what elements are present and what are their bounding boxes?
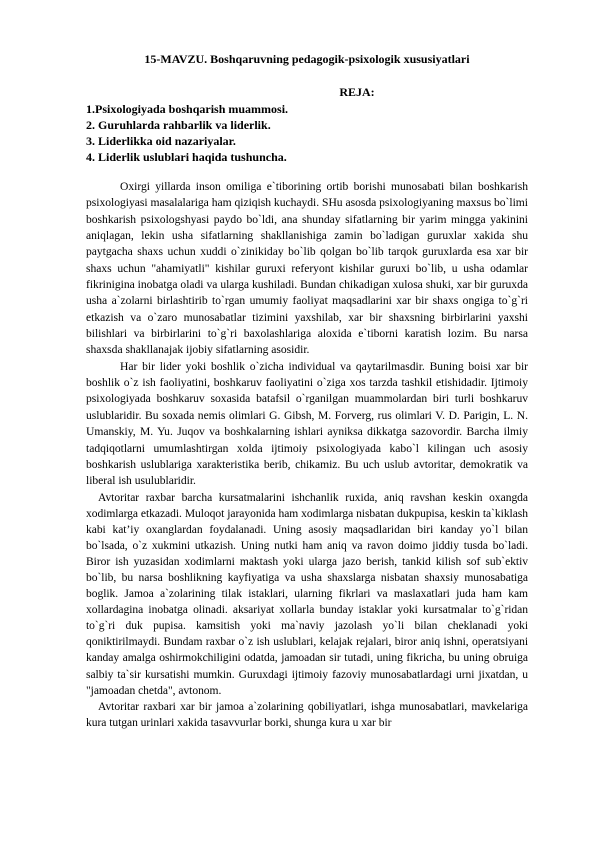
plan-item: 2. Guruhlarda rahbarlik va liderlik. [86,118,271,132]
document-page [86,52,528,731]
document-title: 15-MAVZU. Boshqaruvning pedagogik-psixologik xususiyatlari [144,52,470,66]
plan-item: 3. Liderlikka oid nazariyalar. [86,134,236,148]
body-paragraph: Oxirgi yillarda inson omiliga e`tiborining ortib borishi munosabati bilan boshkarish psixologiyasi masalalariga ham qiziqish kuchaydi. SHu asosda psixologiyaning maxsus bo`limi boshkarish psixologshyasi paydo bo`ldi, ana shunday sifatlarning bir yarim mingga yakinini aniqlagan, lekin usha sifatlarning shakllanishiga zamin bo`ladigan guruxlar xakida shu paytgacha shaxs uchun xuddi o`zinikiday bo`lib qolgan bo`lib tarqok guruxlarda esa xar bir shaxs uchun "ahamiyatli" kishilar guruxi referyont kishilar guruxi bo`lib, u usha odamlar fikrinigina inobatga oladi va ularga kushiladi. Bundan chikadigan xulosa shuki, xar bir guruxda usha a`zolarni birlashtirib to`rgan umumiy faoliyat maqsadlarini xar bir shaxs ongiga to`g`ri etkazish va o`zaro munosabatlar tizimini yaxshilab, xar bir shaxsning birbirlarini yaxshi bilishlari va birbirlarini to`g`ri baxolashlariga aloxida e`tiborni karatish lozim. Bu narsa shaxsda shakllanajak ijobiy sifatlarning asosidir. [86,180,528,357]
body-paragraph: Har bir lider yoki boshlik o`zicha individual va qaytarilmasdir. Buning boisi xar bir boshlik o`z ish faoliyatini, boshkaruv faoliyatini o`ziga xos tarzda tashkil etishidadir. Ijtimoiy psixologiyada boshkaruv soxasida batafsil o`rganilgan muammolardan biri turli boshkaruv uslublaridir. Bu soxada nemis olimlari G. Gibsh, M. Forverg, rus olimlari V. D. Parigin, L. N. Umanskiy, M. Yu. Juqov va boshkalarning ishlari ayniksa dikkatga sazovordir. Barcha ilmiy tadqiqotlarni umumlashtirgan xolda ijtimoiy psixologiyada kabo`l kilingan uch asosiy boshkarish uslublariga xarakteristika berib, chikamiz. Bu uch uslub avtoritar, demokratik va liberal ish usulublaridir. [86,359,528,488]
plan-item: 4. Liderlik uslublari haqida tushuncha. [86,150,287,164]
plan-heading: REJA: [339,85,375,99]
body-paragraph: Avtoritar raxbar barcha kursatmalarini ishchanlik ruxida, aniq ravshan keskin oxangda xodimlarga etkazadi. Muloqot jarayonida ham xodimlarga nisbatan dukpupisa, keskin ta`kiklash kabi kat’iy oxanglardan foydalanadi. Uning asosiy maqsadlaridan biri kanday yo`l bilan bo`lsada, o`z xukmini utkazish. Uning nutki ham aniq va ravon doimo jiddiy tusda bo`ladi. Biror ish yuzasidan xodimlarni maktash yoki ularga jazo berish, tankid kilish sof sub`ektiv bo`lib, bu narsa boshlikning kayfiyatiga va usha shaxslarga nisbatan shaxsiy munosabatiga boglik. Jamoa a`zolarining tilak istaklari, ularning fikrlari va maslaxatlari juda ham kam xollardagina inobatga olinadi. aksariyat xollarla bunday istaklar yoki kursatmalar to`g`ridan to`g`ri duk pupisa. kamsitish yoki ma`naviy jazolash yo`li bilan cheklanadi yoki qoniktirilmaydi. Bundam raxbar o`z ish uslublari, kelajak rejalari, biror aniq ishni, operatsiyani kanday amalga oshirmokchiligini odatda, jamoadan sir tutadi, uning fikricha, bu uning obruiga salbiy ta`sir kursatishi mumkin. Guruxdagi ijtimoiy fazoviy munosabatlardagi urni jixatdan, u "jamoadan chetda", avtonom. [86,491,528,697]
body-paragraph: Avtoritar raxbari xar bir jamoa a`zolarining qobiliyatlari, ishga munosabatlari, mavkelariga kura tutgan urinlari xakida tasavvurlar borki, shunga kura u xar bir [86,700,528,729]
plan-item: 1.Psixologiyada boshqarish muammosi. [86,102,289,116]
plan-list [86,101,528,165]
